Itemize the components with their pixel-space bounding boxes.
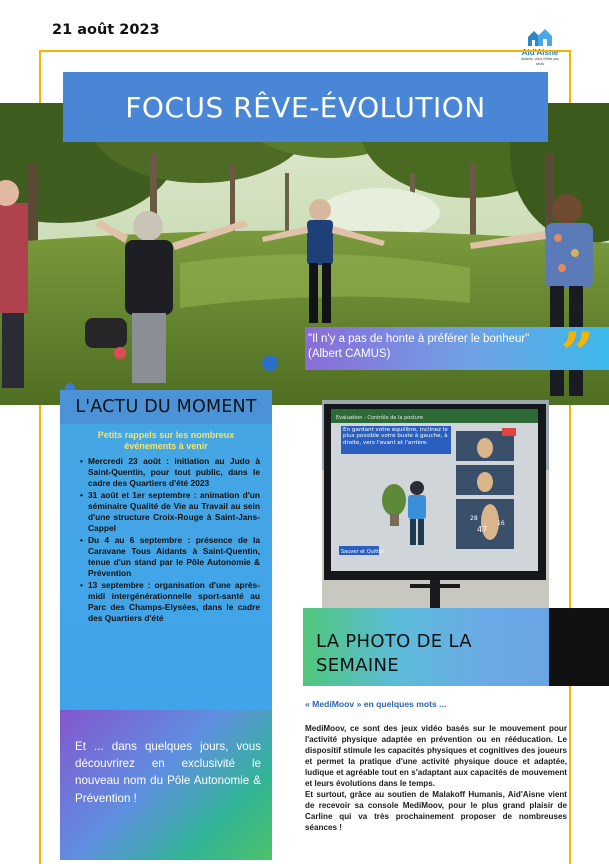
screen-score-b: 28 bbox=[470, 515, 478, 522]
list-item: • 13 septembre : organisation d'une après-midi intergénérationnelle sport-santé au Parc des Champs-Elysées, dans le cadre des Quartiers d'été bbox=[88, 580, 260, 624]
list-item: • Mercredi 23 août : initiation au Judo à Saint-Quentin, pour tout public, dans le cadre des Quartiers d'été 2023 bbox=[88, 456, 260, 489]
event-list bbox=[60, 454, 272, 624]
screen-save-button: Sauver et Quitter bbox=[341, 549, 385, 555]
medimoov-paragraph: Et surtout, grâce au soutien de Malakoff Humanis, Aid'Aisne vient de recevoir sa console MediMoov, pour le plus grand plaisir de Carline qui va très prochainement proposer de nombreuses séances ! bbox=[305, 790, 567, 832]
page-title: FOCUS RÊVE-ÉVOLUTION bbox=[125, 90, 486, 124]
houses-logo-icon bbox=[526, 28, 554, 48]
medimoov-text bbox=[305, 723, 567, 833]
title-banner bbox=[63, 72, 548, 142]
banner-black-block bbox=[549, 608, 609, 686]
medimoov-paragraph: MediMoov, ce sont des jeux vidéo basés sur le mouvement pour l'activité physique adaptée en prévention ou en rééducation. Le dispositif stimule les capacités physiques et cognitives des joueurs et permet la pratique d'une activité physique douce et adaptée, ludique et agréable tout en s'adaptant aux capacités de mouvement et leurs évolutions dans le temps. bbox=[305, 724, 567, 788]
screen-score-a: 47 bbox=[477, 525, 488, 534]
screen-score-c: 16 bbox=[497, 520, 505, 527]
screen-instruction: En gardant votre équilibre, inclinez le plus possible votre buste à gauche, à droite, vers l'avant et l'arrière. bbox=[343, 427, 448, 446]
medimoov-tv-photo bbox=[322, 400, 549, 610]
quote-mark-icon: ” bbox=[560, 320, 594, 388]
screen-top-label: Evaluation - Contrôle de la posture bbox=[336, 415, 423, 421]
quote-box bbox=[305, 320, 609, 388]
medimoov-heading: « MediMoov » en quelques mots ... bbox=[305, 699, 447, 709]
photo-of-week-heading: LA PHOTO DE LA SEMAINE bbox=[316, 631, 472, 676]
quote-text: "Il n'y a pas de honte à préférer le bonheur" (Albert CAMUS) bbox=[308, 333, 530, 360]
logo-tagline: Aidants, vous n'êtes pas seuls bbox=[521, 57, 559, 66]
announcement-box bbox=[60, 710, 272, 860]
actu-intro: Petits rappels sur les nombreux événements à venir bbox=[97, 430, 235, 451]
actu-heading: L'ACTU DU MOMENT bbox=[60, 390, 272, 424]
list-item: • Du 4 au 6 septembre : présence de la Caravane Tous Aidants à Saint-Quentin, tenue d'un stand par le Pôle Autonomie & Prévention bbox=[88, 535, 260, 579]
actu-section bbox=[60, 390, 272, 710]
logo-name: Aid'Aisne bbox=[521, 48, 559, 57]
newsletter-date: 21 août 2023 bbox=[52, 22, 160, 38]
announcement-text: Et ... dans quelques jours, vous découvrirez en exclusivité le nouveau nom du Pôle Autonomie & Prévention ! bbox=[75, 740, 261, 805]
list-item: • 31 août et 1er septembre : animation d'un séminaire Qualité de Vie au Travail au sein d'une structure Croix-Rouge à Saint-Jans-Cappel bbox=[88, 490, 260, 534]
